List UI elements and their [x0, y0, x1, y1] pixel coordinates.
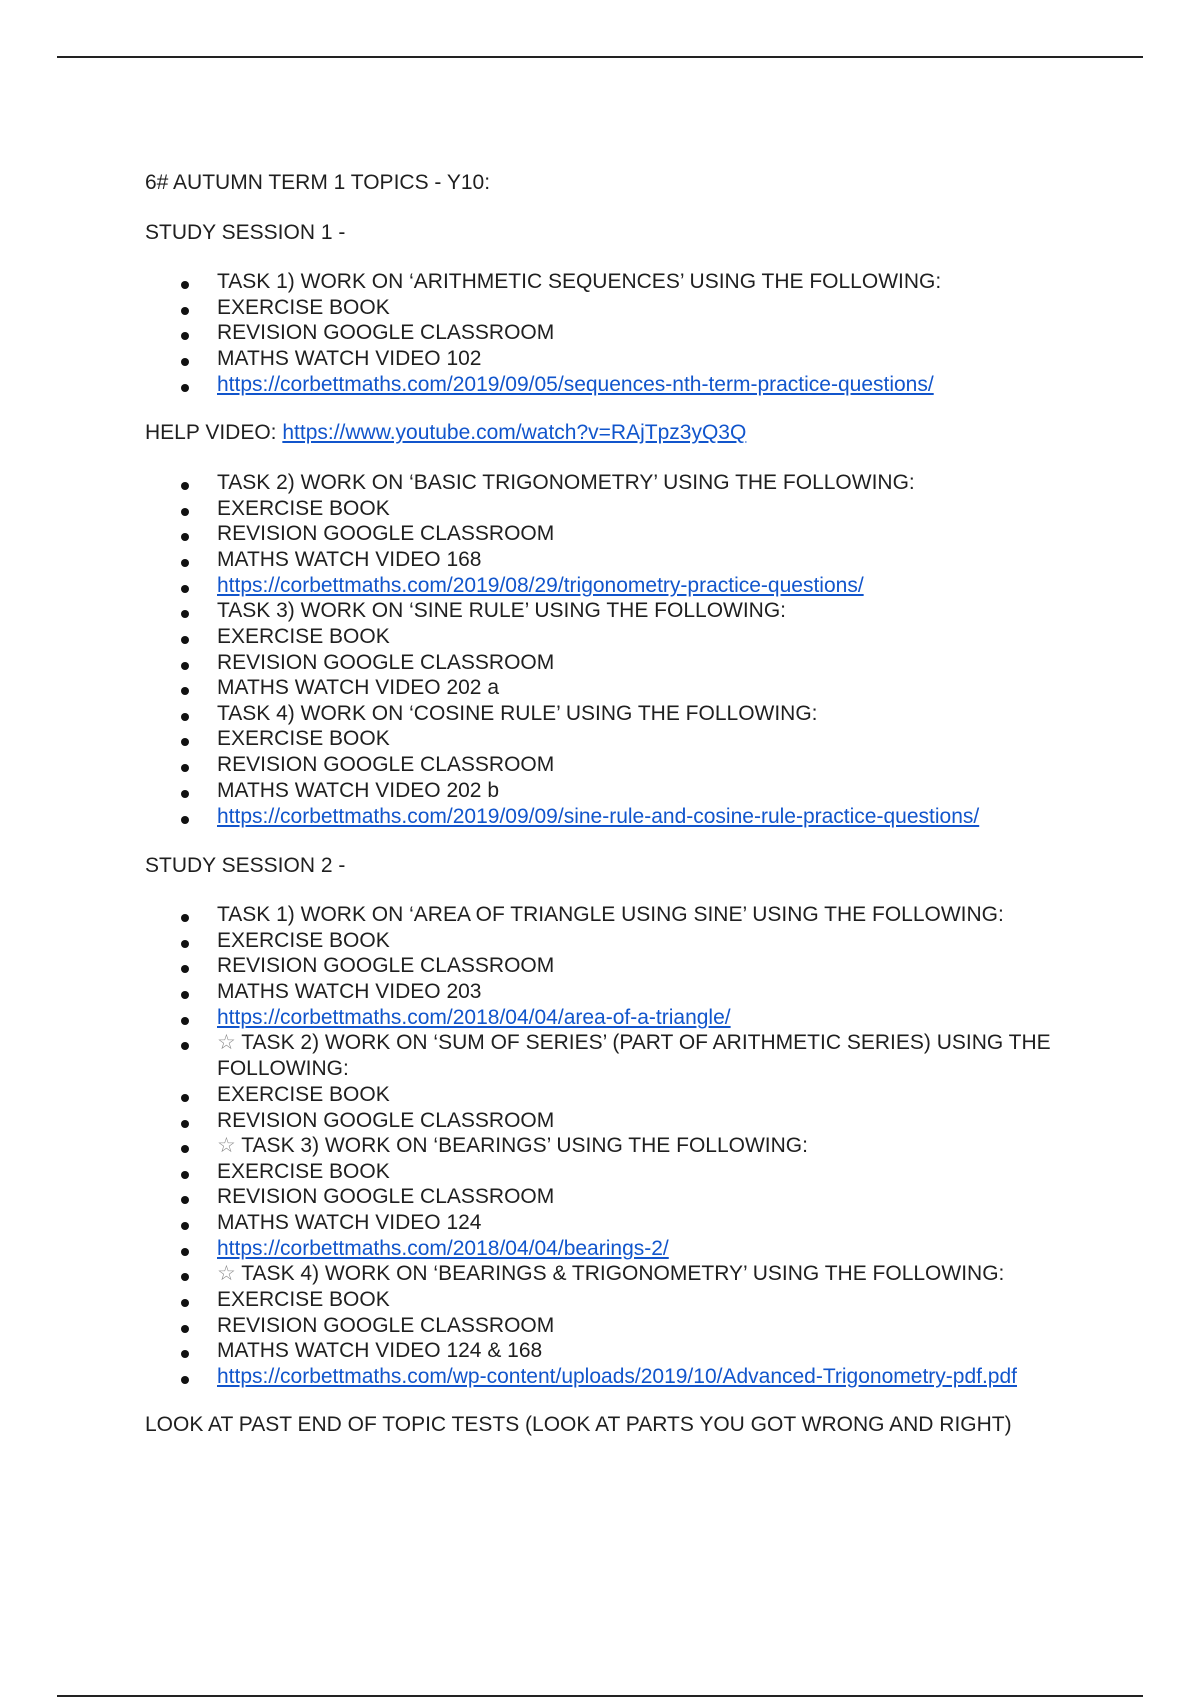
bullet [181, 610, 189, 618]
bullet [181, 358, 189, 366]
bullet [181, 1299, 189, 1307]
list-item: EXERCISE BOOK [217, 497, 390, 520]
list-item: TASK 4) WORK ON ‘COSINE RULE’ USING THE FOLLOWING: [217, 702, 818, 725]
bullet [181, 713, 189, 721]
star-icon: ☆ [217, 1134, 236, 1157]
task-text: TASK 4) WORK ON ‘BEARINGS & TRIGONOMETRY’ USING THE FOLLOWING: [235, 1262, 1005, 1285]
bullet [181, 914, 189, 922]
bullet [181, 1273, 189, 1281]
list-item [217, 1236, 1117, 1262]
list-item: MATHS WATCH VIDEO 202 a [217, 676, 499, 699]
page-title: 6# AUTUMN TERM 1 TOPICS - Y10: [145, 171, 491, 194]
list-item: TASK 1) WORK ON ‘AREA OF TRIANGLE USING SINE’ USING THE FOLLOWING: [217, 903, 1004, 926]
session-1-heading: STUDY SESSION 1 - [145, 221, 346, 244]
footer-note: LOOK AT PAST END OF TOPIC TESTS (LOOK AT PARTS YOU GOT WRONG AND RIGHT) [145, 1413, 1012, 1436]
session-2-heading: STUDY SESSION 2 - [145, 854, 346, 877]
list-item: MATHS WATCH VIDEO 102 [217, 347, 482, 370]
bullet [181, 384, 189, 392]
list-item [217, 1364, 1117, 1390]
bullet [181, 790, 189, 798]
bullet [181, 585, 189, 593]
bullet [181, 1248, 189, 1256]
bullet [181, 662, 189, 670]
bullet [181, 1145, 189, 1153]
list-item: MATHS WATCH VIDEO 124 & 168 [217, 1339, 543, 1362]
list-item: MATHS WATCH VIDEO 168 [217, 548, 482, 571]
bullet [181, 482, 189, 490]
list-item [217, 804, 1117, 830]
sequences-link[interactable]: https://corbettmaths.com/2019/09/05/sequences-nth-term-practice-questions/ [217, 373, 934, 396]
bullet [181, 1350, 189, 1358]
bullet [181, 1222, 189, 1230]
list-item: REVISION GOOGLE CLASSROOM [217, 1109, 555, 1132]
bullet [181, 281, 189, 289]
bullet [181, 764, 189, 772]
bearings-link[interactable]: https://corbettmaths.com/2018/04/04/bearings-2/ [217, 1237, 669, 1260]
list-item: EXERCISE BOOK [217, 1160, 390, 1183]
bullet [181, 1196, 189, 1204]
list-item: EXERCISE BOOK [217, 727, 390, 750]
bullet [181, 687, 189, 695]
list-item: TASK 2) WORK ON ‘BASIC TRIGONOMETRY’ USING THE FOLLOWING: [217, 471, 915, 494]
bullet [181, 636, 189, 644]
bullet [181, 965, 189, 973]
help-video-line [145, 420, 746, 446]
list-item [217, 1133, 1117, 1159]
star-icon: ☆ [217, 1262, 236, 1285]
list-item: MATHS WATCH VIDEO 202 b [217, 779, 499, 802]
list-item [217, 1261, 1117, 1287]
task-text: TASK 3) WORK ON ‘BEARINGS’ USING THE FOLLOWING: [235, 1134, 808, 1157]
list-item [217, 1030, 1117, 1082]
bullet [181, 508, 189, 516]
bullet [181, 991, 189, 999]
star-icon: ☆ [217, 1031, 236, 1054]
advanced-trigonometry-link[interactable]: https://corbettmaths.com/wp-content/uploads/2019/10/Advanced-Trigonometry-pdf.pdf [217, 1365, 1017, 1388]
list-item: REVISION GOOGLE CLASSROOM [217, 1185, 555, 1208]
list-item [217, 1005, 1117, 1031]
list-item: REVISION GOOGLE CLASSROOM [217, 522, 555, 545]
bullet [181, 533, 189, 541]
bottom-rule [57, 1695, 1143, 1697]
list-item: EXERCISE BOOK [217, 929, 390, 952]
list-item: REVISION GOOGLE CLASSROOM [217, 753, 555, 776]
help-video-link[interactable]: https://www.youtube.com/watch?v=RAjTpz3yQ3Q [282, 421, 747, 444]
bullet [181, 1017, 189, 1025]
top-rule [57, 56, 1143, 58]
bullet [181, 1171, 189, 1179]
list-item: EXERCISE BOOK [217, 625, 390, 648]
list-item: REVISION GOOGLE CLASSROOM [217, 321, 555, 344]
bullet [181, 332, 189, 340]
bullet [181, 816, 189, 824]
help-video-label: HELP VIDEO: [145, 421, 283, 444]
list-item: REVISION GOOGLE CLASSROOM [217, 651, 555, 674]
area-of-triangle-link[interactable]: https://corbettmaths.com/2018/04/04/area-of-a-triangle/ [217, 1006, 731, 1029]
list-item [217, 573, 1117, 599]
trigonometry-link[interactable]: https://corbettmaths.com/2019/08/29/trigonometry-practice-questions/ [217, 574, 864, 597]
bullet [181, 307, 189, 315]
list-item: TASK 1) WORK ON ‘ARITHMETIC SEQUENCES’ USING THE FOLLOWING: [217, 270, 942, 293]
list-item: MATHS WATCH VIDEO 203 [217, 980, 482, 1003]
list-item: MATHS WATCH VIDEO 124 [217, 1211, 482, 1234]
list-item: REVISION GOOGLE CLASSROOM [217, 954, 555, 977]
task-text: TASK 2) WORK ON ‘SUM OF SERIES’ (PART OF ARITHMETIC SERIES) USING THE FOLLOWING: [217, 1031, 1051, 1080]
bullet [181, 738, 189, 746]
list-item: EXERCISE BOOK [217, 1288, 390, 1311]
bullet [181, 1120, 189, 1128]
bullet [181, 1376, 189, 1384]
list-item: EXERCISE BOOK [217, 1083, 390, 1106]
bullet [181, 1094, 189, 1102]
list-item [217, 372, 1117, 398]
list-item: EXERCISE BOOK [217, 296, 390, 319]
bullet [181, 559, 189, 567]
bullet [181, 1042, 189, 1050]
bullet [181, 1325, 189, 1333]
sine-cosine-rule-link[interactable]: https://corbettmaths.com/2019/09/09/sine-rule-and-cosine-rule-practice-questions/ [217, 805, 980, 828]
bullet [181, 940, 189, 948]
list-item: REVISION GOOGLE CLASSROOM [217, 1314, 555, 1337]
list-item: TASK 3) WORK ON ‘SINE RULE’ USING THE FOLLOWING: [217, 599, 787, 622]
